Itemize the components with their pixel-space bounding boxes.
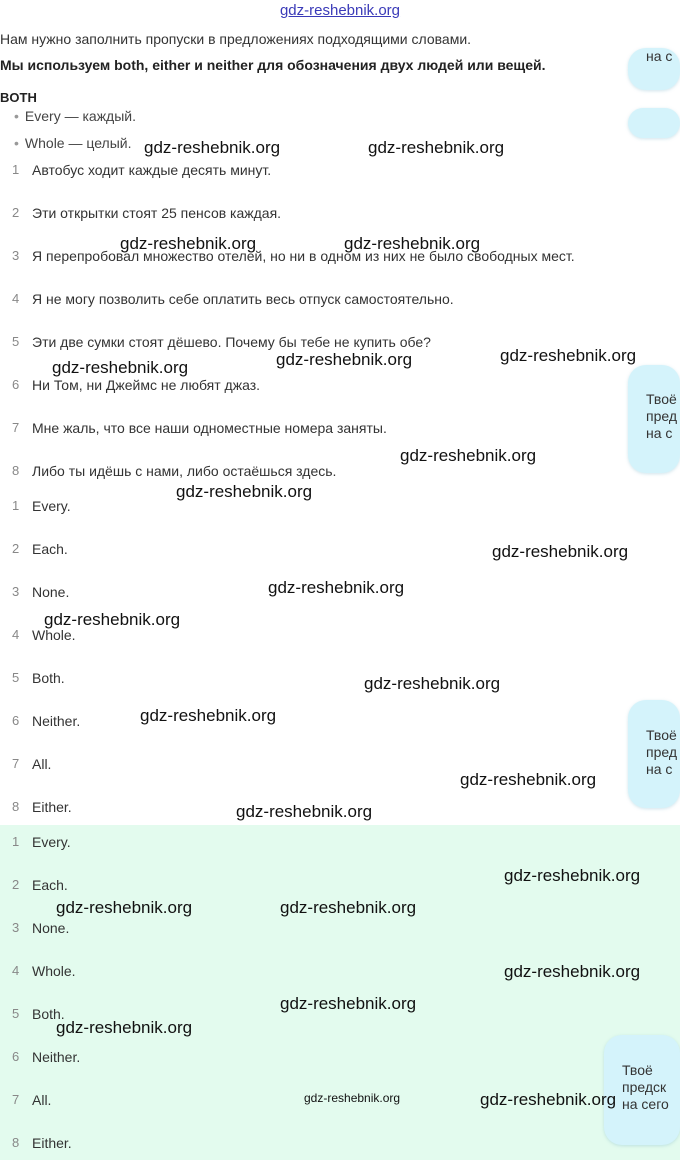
side-card-line: пред [646, 408, 678, 424]
sentence-number: 8 [12, 463, 20, 478]
watermark: gdz-reshebnik.org [364, 674, 501, 693]
answer-text: All. [32, 756, 52, 772]
answer-text: Every. [32, 834, 71, 850]
intro-line-1: Нам нужно заполнить пропуски в предложениях подходящими словами. [0, 31, 472, 47]
sentence-number: 2 [12, 205, 20, 220]
bullet-text: Every — каждый. [24, 108, 136, 124]
bullet-item [14, 135, 132, 151]
bullet-item [14, 108, 136, 124]
watermark: gdz-reshebnik.org [280, 898, 417, 917]
answer-number: 3 [12, 920, 20, 935]
side-card-line: на с [646, 761, 673, 777]
watermark: gdz-reshebnik.org [176, 482, 313, 501]
sentence-text: Эти две сумки стоят дёшево. Почему бы тебе не купить обе? [32, 334, 431, 350]
sentence-number: 5 [12, 334, 20, 349]
sentence-number: 6 [12, 377, 20, 392]
side-card-line: Твоё [622, 1062, 653, 1078]
watermark: gdz-reshebnik.org [276, 350, 413, 369]
section-title: BOTH [0, 90, 37, 105]
sentence-text: Эти открытки стоят 25 пенсов каждая. [32, 205, 282, 221]
bullet-dot-icon: • [14, 135, 19, 151]
answer-text: Each. [32, 541, 68, 557]
watermark: gdz-reshebnik.org [44, 610, 181, 629]
answer-number: 1 [12, 834, 20, 849]
watermark: gdz-reshebnik.org [56, 1018, 193, 1037]
answer-text: Neither. [32, 713, 81, 729]
watermark: gdz-reshebnik.org [144, 138, 281, 157]
side-card-line: на с [646, 425, 673, 441]
watermark: gdz-reshebnik.org [344, 234, 481, 253]
watermark: gdz-reshebnik.org [52, 358, 189, 377]
side-card-line: предск [622, 1079, 667, 1095]
watermark: gdz-reshebnik.org [400, 446, 537, 465]
bullet-dot-icon: • [14, 108, 19, 124]
answer-number: 5 [12, 1006, 20, 1021]
bullet-text: Whole — целый. [24, 135, 132, 151]
site-header-link[interactable]: gdz-reshebnik.org [279, 2, 401, 19]
answer-text: Either. [32, 799, 72, 815]
watermark: gdz-reshebnik.org [140, 706, 277, 725]
watermark: gdz-reshebnik.org [304, 1091, 401, 1105]
watermark: gdz-reshebnik.org [268, 578, 405, 597]
sentence-number: 7 [12, 420, 20, 435]
watermark: gdz-reshebnik.org [504, 962, 641, 981]
sentence-text: Я не могу позволить себе оплатить весь отпуск самостоятельно. [32, 291, 454, 307]
watermark: gdz-reshebnik.org [120, 234, 257, 253]
watermark: gdz-reshebnik.org [280, 994, 417, 1013]
answer-number: 2 [12, 541, 20, 556]
answer-number: 4 [12, 627, 20, 642]
side-card-4[interactable] [628, 700, 680, 808]
answer-number: 6 [12, 1049, 20, 1064]
side-card-1[interactable] [628, 48, 680, 90]
intro-line-2: Мы используем both, either и neither для обозначения двух людей или вещей. [0, 57, 546, 73]
answer-text: Whole. [32, 963, 76, 979]
answer-number: 7 [12, 756, 20, 771]
side-card-line: на сего [622, 1096, 669, 1112]
answer-number: 8 [12, 1135, 20, 1150]
watermark: gdz-reshebnik.org [500, 346, 637, 365]
side-card-text: на с [646, 48, 673, 64]
answer-text: Every. [32, 498, 71, 514]
side-card-line: Твоё [646, 727, 677, 743]
sentence-text: Автобус ходит каждые десять минут. [32, 162, 272, 178]
answer-text: Each. [32, 877, 68, 893]
sentence-text: Ни Том, ни Джеймс не любят джаз. [32, 377, 261, 393]
answer-number: 3 [12, 584, 20, 599]
watermark: gdz-reshebnik.org [460, 770, 597, 789]
sentence-number: 3 [12, 248, 20, 263]
sentence-text: Я перепробовал множество отелей, но ни в одном из них не было свободных мест. [32, 248, 575, 264]
sentence-number: 4 [12, 291, 20, 306]
side-card-line: пред [646, 744, 678, 760]
answer-number: 7 [12, 1092, 20, 1107]
watermark: gdz-reshebnik.org [368, 138, 505, 157]
answer-text: Either. [32, 1135, 72, 1151]
side-card-2[interactable] [628, 108, 680, 138]
side-card-3[interactable] [628, 365, 680, 473]
answer-number: 6 [12, 713, 20, 728]
answer-text: Whole. [32, 627, 76, 643]
answer-text: Both. [32, 1006, 65, 1022]
answer-number: 2 [12, 877, 20, 892]
watermark: gdz-reshebnik.org [56, 898, 193, 917]
answer-text: Neither. [32, 1049, 81, 1065]
watermark: gdz-reshebnik.org [492, 542, 629, 561]
sentence-text: Либо ты идёшь с нами, либо остаёшься здесь. [32, 463, 337, 479]
answer-text: None. [32, 920, 70, 936]
answer-number: 5 [12, 670, 20, 685]
answer-text: None. [32, 584, 70, 600]
answer-number: 1 [12, 498, 20, 513]
side-card-line: Твоё [646, 391, 677, 407]
answer-text: All. [32, 1092, 52, 1108]
sentence-number: 1 [12, 162, 20, 177]
sentence-text: Мне жаль, что все наши одноместные номера заняты. [32, 420, 387, 436]
answer-number: 8 [12, 799, 20, 814]
answer-number: 4 [12, 963, 20, 978]
answer-text: Both. [32, 670, 65, 686]
watermark: gdz-reshebnik.org [480, 1090, 617, 1109]
watermark: gdz-reshebnik.org [504, 866, 641, 885]
watermark: gdz-reshebnik.org [236, 802, 373, 821]
